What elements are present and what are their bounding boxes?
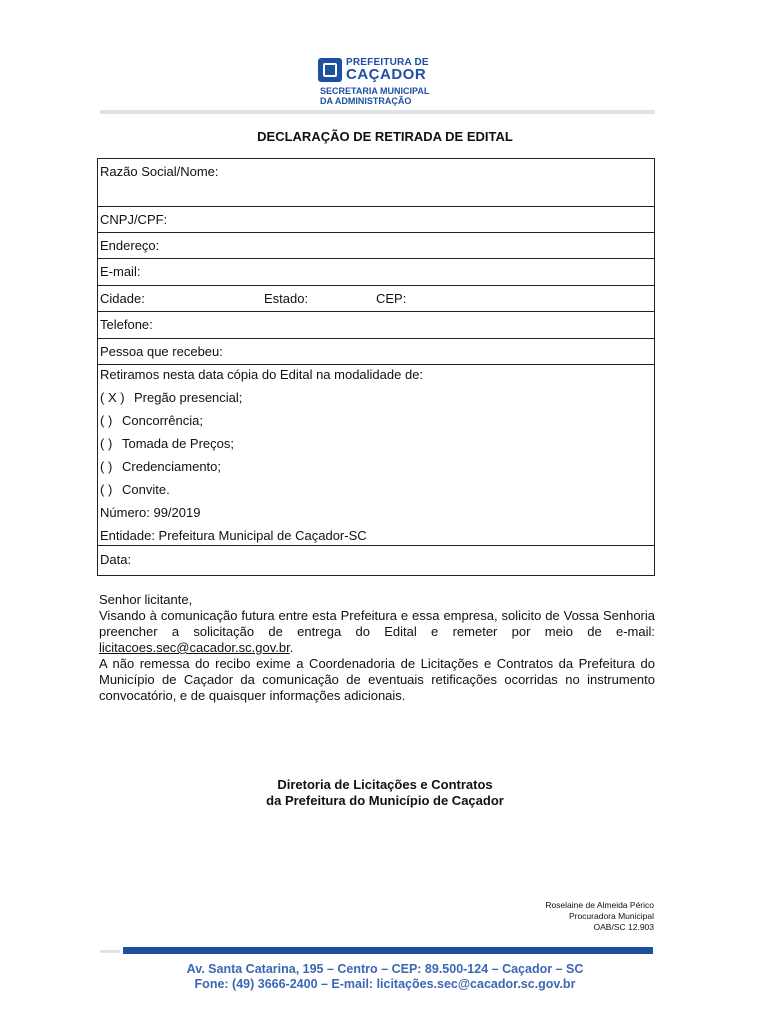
logo-line-1: PREFEITURA DE (346, 57, 429, 68)
option-mark: ( ) (100, 482, 113, 497)
label-telefone: Telefone: (100, 317, 153, 332)
label-data: Data: (100, 552, 132, 567)
label-cep: CEP: (376, 291, 407, 306)
footer-divider-blue (123, 947, 653, 954)
label-email: E-mail: (100, 264, 141, 279)
option-label: Concorrência; (122, 413, 203, 428)
withdrawal-form (97, 158, 655, 576)
option-label: Credenciamento; (122, 459, 221, 474)
label-retiramos: Retiramos nesta data cópia do Edital na modalidade de: (100, 367, 424, 382)
option-mark: ( ) (100, 413, 113, 428)
signature-name: Roselaine de Almeida Périco (545, 900, 654, 910)
option-label: Tomada de Preços; (122, 436, 235, 451)
greeting: Senhor licitante, (99, 592, 193, 607)
option-label: Pregão presencial; (134, 390, 243, 405)
footer-divider-gray (100, 950, 120, 953)
label-pessoa: Pessoa que recebeu: (100, 344, 223, 359)
instructions-text (99, 592, 655, 704)
label-razao-social: Razão Social/Nome: (100, 164, 219, 179)
signature-block (545, 900, 654, 933)
signature-oab: OAB/SC 12.903 (593, 922, 654, 932)
signature-role: Procuradora Municipal (568, 911, 654, 921)
option-mark: ( X ) (100, 390, 125, 405)
label-cidade: Cidade: (100, 291, 145, 306)
row-email[interactable] (98, 259, 654, 286)
email-link[interactable]: licitacoes.sec@cacador.sc.gov.br (99, 640, 290, 655)
option-mark: ( ) (100, 436, 113, 451)
header-logo (318, 56, 438, 108)
directorate-line-1: Diretoria de Licitações e Contratos (277, 777, 493, 792)
document-title: DECLARAÇÃO DE RETIRADA DE EDITAL (257, 129, 513, 144)
logo-line-3: SECRETARIA MUNICIPAL (320, 86, 430, 96)
footer-contact: Fone: (49) 3666-2400 – E-mail: licitações.sec@cacador.sc.gov.br (194, 977, 576, 991)
row-cidade-estado-cep[interactable] (98, 286, 654, 312)
municipal-emblem-icon (318, 58, 342, 82)
row-razao-social[interactable] (98, 159, 654, 207)
row-telefone[interactable] (98, 312, 654, 339)
label-entidade: Entidade: Prefeitura Municipal de Caçador-SC (100, 528, 367, 543)
directorate-block (0, 777, 770, 809)
row-endereco[interactable] (98, 233, 654, 259)
row-cnpj[interactable] (98, 207, 654, 233)
footer-address: Av. Santa Catarina, 195 – Centro – CEP: 89.500-124 – Caçador – SC (186, 962, 584, 976)
label-estado: Estado: (264, 291, 309, 306)
footer (0, 962, 770, 992)
paragraph-2: A não remessa do recibo exime a Coordenadoria de Licitações e Contratos da Prefeitura do Município de Caçador da comunicação de eventuais retificações ocorridas no instrumento convocatório, e de quaisquer informações adicionais. (99, 656, 655, 703)
header-divider (100, 110, 655, 114)
row-data[interactable] (98, 545, 654, 576)
label-endereco: Endereço: (100, 238, 160, 253)
logo-line-2: CAÇADOR (346, 66, 427, 83)
label-numero: Número: 99/2019 (100, 505, 201, 520)
row-pessoa[interactable] (98, 339, 654, 365)
directorate-line-2: da Prefeitura do Município de Caçador (266, 793, 504, 808)
logo-line-4: DA ADMINISTRAÇÃO (320, 96, 412, 106)
option-mark: ( ) (100, 459, 113, 474)
paragraph-1-text: Visando à comunicação futura entre esta Prefeitura e essa empresa, solicito de Vossa Senhoria preencher a solicitação de entrega do Edital e remeter por meio de e-mail: (99, 608, 655, 639)
label-cnpj: CNPJ/CPF: (100, 212, 168, 227)
paragraph-1 (99, 608, 655, 656)
option-label: Convite. (122, 482, 170, 497)
paragraph-1-end: . (289, 640, 294, 655)
